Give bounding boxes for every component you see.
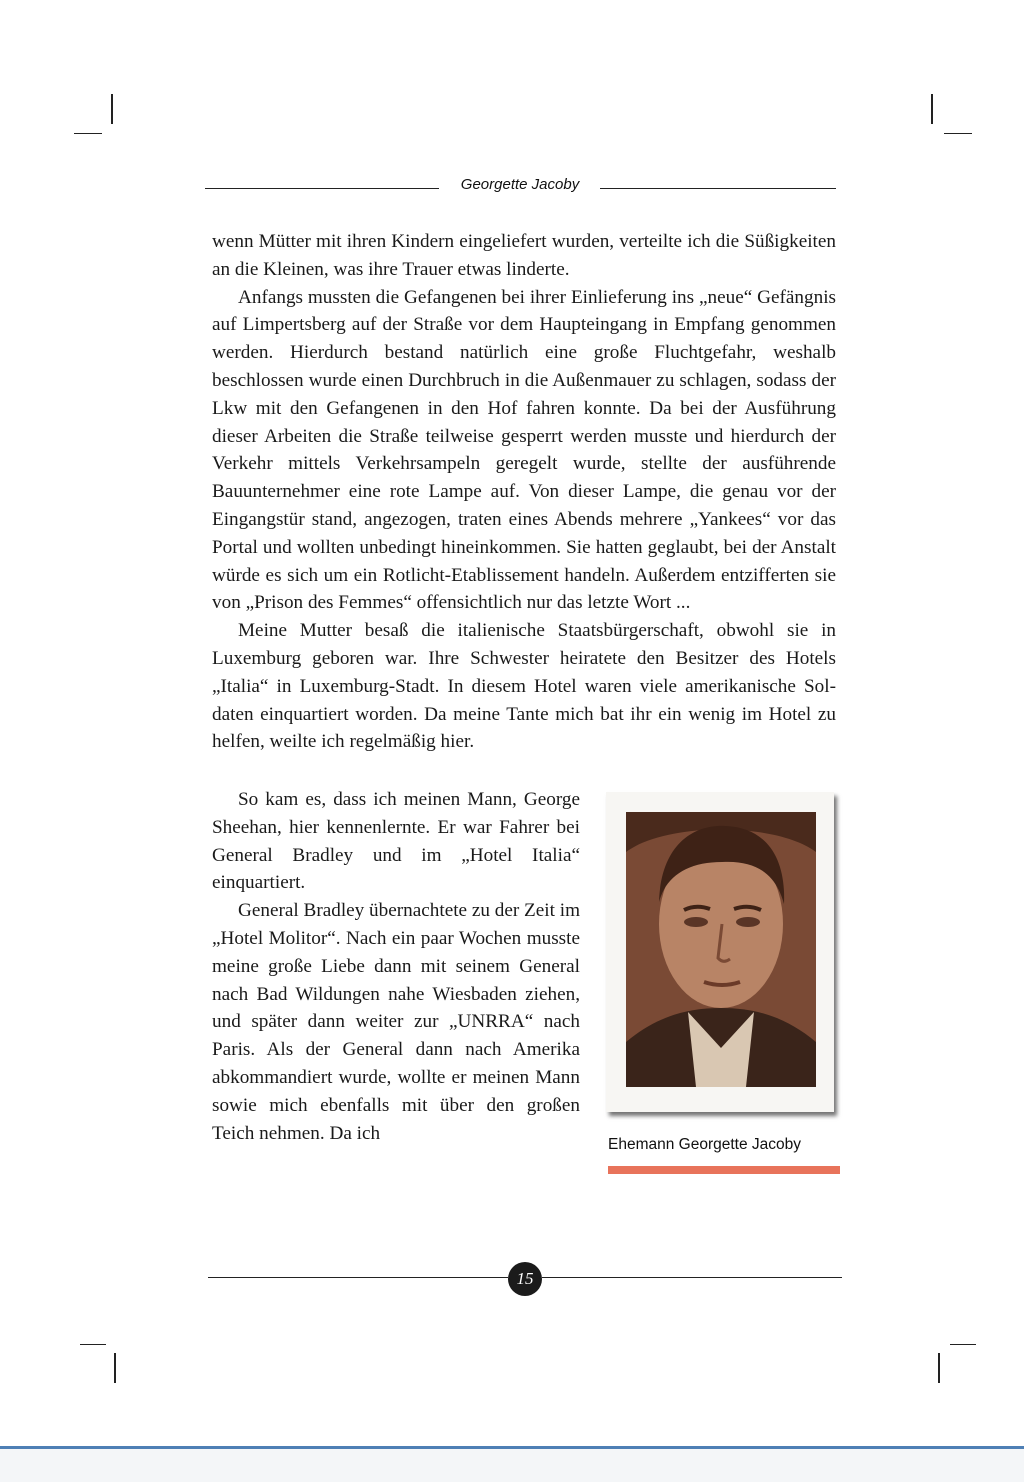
paragraph-2: Anfangs mussten die Gefangenen bei ihrer Einlieferung ins „neue“ Gefängnis auf Limpertsberg auf der Straße vor dem Haupteingang in Empfang genommen werden. Hierdurch bestand natürlich eine große Fluchtgefahr, weshalb beschlossen wurde einen Durchbruch in die Außenmauer zu schlagen, sodass der Lkw mit den Gefangenen in den Hof fahren konnte. Da bei der Ausführung dieser Arbeiten die Straße teilweise gesperrt werden musste und hierdurch der Verkehr mittels Verkehrsampeln geregelt wurde, stellte der ausführende Bauunternehmer eine rote Lampe auf. Von dieser Lampe, die genau vor der Eingangstür stand, angezogen, traten eines Abends mehrere „Yankees“ vor das Portal und wollten unbedingt hineinkommen. Sie hatten geglaubt, bei der Anstalt würde es sich um ein Rotlicht-Etablissement handeln. Außerdem entzifferten sie von „Prison des Femmes“ offensichtlich nur das letzte Wort ... [212, 286, 836, 614]
paragraph-1: wenn Mütter mit ihren Kindern eingeliefert wurden, verteilte ich die Süßigkeiten an die Kleinen, was ihre Trauer etwas linderte. [212, 231, 836, 280]
paragraph-4: So kam es, dass ich meinen Mann, George Sheehan, hier kennenlernte. Er war Fahrer bei General Bradley und im „Hotel Italia“ einquartiert. [212, 789, 580, 894]
crop-mark-top-right-vertical [931, 94, 933, 124]
paragraph-5: General Bradley übernachtete zu der Zeit im „Hotel Molitor“. Nach ein paar Wochen musste meine große Liebe dann mit seinem General nach Bad Wildungen nahe Wiesbaden ziehen, und später dann weiter zur „UNRRA“ nach Paris. Als der General dann nach Amerika abkommandiert wurde, wollte er meinen Mann sowie mich ebenfalls mit über den großen Teich nehmen. Da ich [212, 900, 581, 1144]
header-rule-left [205, 188, 439, 189]
scan-margin [0, 1449, 1024, 1482]
portrait-illustration [626, 812, 816, 1087]
paragraph-3: Meine Mutter besaß die italienische Staatsbürgerschaft, obwohl sie in Luxemburg geboren war. Ihre Schwester heiratete den Besitzer des Hotels „Italia“ in Luxemburg-Stadt. In diesem Hotel waren viele amerikanische Soldaten einquartiert worden. Da meine Tante mich bat ihr ein wenig im Hotel zu helfen, weilte ich regelmäßig hier. [212, 620, 836, 753]
footer-rule-right [542, 1277, 842, 1278]
crop-mark-top-left-vertical [111, 94, 113, 124]
crop-mark-bottom-left-vertical [114, 1353, 116, 1383]
crop-mark-bottom-right-vertical [938, 1353, 940, 1383]
crop-mark-top-left-horizontal [74, 133, 102, 134]
crop-mark-bottom-left-horizontal [80, 1344, 106, 1345]
body-text [212, 228, 836, 756]
crop-mark-top-right-horizontal [944, 133, 972, 134]
footer-rule-left [208, 1277, 508, 1278]
photo-frame [606, 792, 834, 1112]
caption-accent-bar [608, 1166, 840, 1174]
crop-mark-bottom-right-horizontal [950, 1344, 976, 1345]
page-number: 15 [508, 1262, 542, 1296]
running-header-title: Georgette Jacoby [460, 176, 580, 193]
photo-caption: Ehemann Georgette Jacoby [608, 1136, 802, 1153]
text-column-beside-photo [212, 786, 580, 1147]
header-rule-right [600, 188, 836, 189]
portrait-photo [626, 812, 816, 1087]
